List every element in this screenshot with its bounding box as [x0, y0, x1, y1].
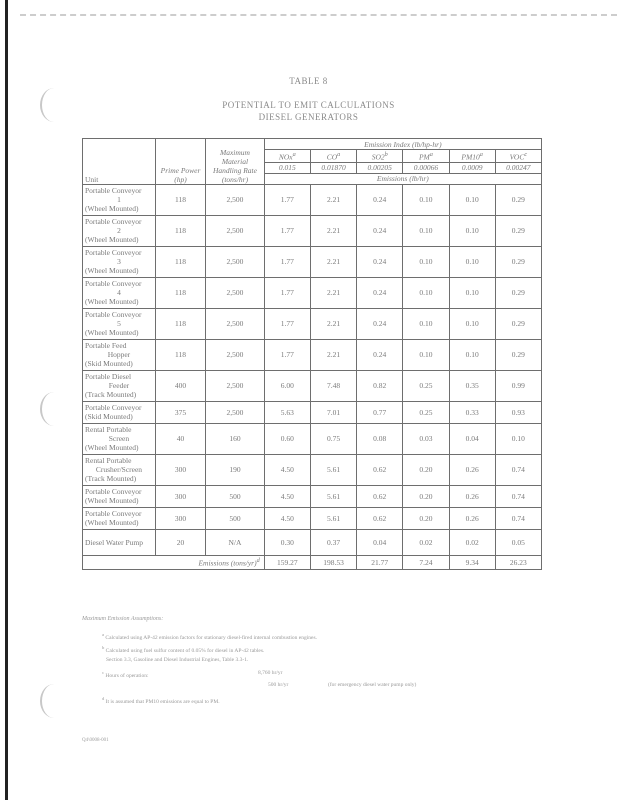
footnote-d-text: It is assumed that PM10 emissions are equal to PM.: [105, 698, 220, 705]
footnote-c-value1: 8,760 hr/yr: [258, 670, 283, 676]
header-emission-factor: 0.00247: [495, 162, 541, 173]
emission-value-cell: 0.10: [403, 277, 449, 308]
unit-name-line: (Track Mounted): [85, 474, 137, 483]
header-emission-factor: 0.00205: [357, 162, 403, 173]
emission-value-cell: 0.05: [495, 529, 541, 555]
unit-name-line: Portable Feed: [85, 341, 127, 350]
footnote-b2: Section 3.3, Gasoline and Diesel Industrial Engines, Table 3.3-1.: [106, 657, 249, 663]
emission-value-cell: 0.26: [449, 507, 495, 529]
unit-name-line: Rental Portable: [85, 456, 132, 465]
handling-rate-cell: 2,500: [206, 339, 265, 370]
table-row: [83, 339, 542, 370]
header-pollutant-footnote-mark: c: [524, 151, 528, 158]
unit-name-line: Portable Conveyor: [85, 509, 142, 518]
emission-value-cell: 0.10: [403, 246, 449, 277]
footnote-c-note: (for emergency diesel water pump only): [328, 682, 417, 688]
emission-value-cell: 0.10: [449, 277, 495, 308]
header-emission-factor: 0.01870: [310, 162, 356, 173]
table-row: [83, 215, 542, 246]
footnote-d: $^d$ It is assumed that PM10 emissions are equal to PM.: [102, 696, 220, 705]
total-value-cell: 159.27: [264, 555, 310, 569]
header-prime-power-label: Prime Power: [160, 165, 201, 175]
emission-value-cell: 0.20: [403, 454, 449, 485]
unit-name-cell: [83, 529, 156, 555]
handling-rate-cell: 2,500: [206, 215, 265, 246]
unit-name-line: Portable Conveyor: [85, 217, 142, 226]
emission-value-cell: 0.75: [310, 423, 356, 454]
unit-name-line: Feeder: [108, 381, 130, 390]
header-max-rate: [206, 139, 265, 185]
emission-value-cell: 0.62: [357, 507, 403, 529]
unit-name-line: (Wheel Mounted): [85, 266, 139, 275]
emission-value-cell: 2.21: [310, 215, 356, 246]
header-pollutant-label: SO2: [371, 152, 385, 162]
table-row: [83, 277, 542, 308]
emission-value-cell: 0.10: [403, 308, 449, 339]
header-pollutant: [403, 150, 449, 163]
handling-rate-cell: 160: [206, 423, 265, 454]
total-value-cell: 26.23: [495, 555, 541, 569]
total-value-cell: 198.53: [310, 555, 356, 569]
table-row: [83, 184, 542, 215]
table-label: TABLE 8: [289, 76, 328, 86]
unit-name-line: (Wheel Mounted): [85, 496, 139, 505]
handling-rate-cell: 2,500: [206, 401, 265, 423]
handling-rate-cell: N/A: [206, 529, 265, 555]
emission-value-cell: 0.10: [495, 423, 541, 454]
unit-name-cell: [83, 423, 156, 454]
emission-value-cell: 0.74: [495, 454, 541, 485]
unit-name-line: Portable Diesel: [85, 372, 132, 381]
header-pollutant-label: PM10: [461, 152, 480, 162]
unit-name-line: 4: [117, 288, 121, 297]
header-pollutant-label: PM: [418, 152, 430, 162]
footnote-b-text: Calculated using fuel sulfur content of 0.05% for diesel in AP-42 tables.: [105, 647, 265, 654]
table-row: [83, 454, 542, 485]
emission-value-cell: 0.29: [495, 184, 541, 215]
unit-name-line: Portable Conveyor: [85, 487, 142, 496]
totals-row: [83, 555, 542, 569]
emission-value-cell: 0.20: [403, 507, 449, 529]
footnote-b: $^b$ Calculated using fuel sulfur content of 0.05% for diesel in AP-42 tables.: [102, 645, 265, 654]
emission-value-cell: 0.24: [357, 339, 403, 370]
emission-value-cell: 0.29: [495, 246, 541, 277]
emission-value-cell: 0.10: [449, 215, 495, 246]
emission-value-cell: 0.02: [449, 529, 495, 555]
unit-name-line: (Wheel Mounted): [85, 204, 139, 213]
prime-power-cell: 118: [155, 215, 205, 246]
unit-name-line: (Wheel Mounted): [85, 328, 139, 337]
prime-power-cell: 300: [155, 507, 205, 529]
emission-value-cell: 6.00: [264, 370, 310, 401]
handling-rate-cell: 2,500: [206, 246, 265, 277]
emission-value-cell: 0.24: [357, 184, 403, 215]
emission-value-cell: 4.50: [264, 485, 310, 507]
prime-power-cell: 300: [155, 454, 205, 485]
emission-value-cell: 0.62: [357, 485, 403, 507]
unit-name-line: Portable Conveyor: [85, 279, 142, 288]
emission-value-cell: 0.26: [449, 454, 495, 485]
emission-value-cell: 0.24: [357, 277, 403, 308]
unit-name-cell: [83, 485, 156, 507]
emission-value-cell: 0.25: [403, 401, 449, 423]
emission-value-cell: 0.24: [357, 215, 403, 246]
header-pollutant-footnote-mark: a: [292, 151, 296, 158]
unit-name-line: 3: [117, 257, 121, 266]
handling-rate-cell: 500: [206, 507, 265, 529]
emission-value-cell: 0.10: [403, 184, 449, 215]
unit-name-cell: [83, 454, 156, 485]
header-unit: Unit: [83, 139, 156, 185]
header-pollutant-label: NOx: [278, 152, 293, 162]
emission-value-cell: 0.03: [403, 423, 449, 454]
header-pollutant: [495, 150, 541, 163]
unit-name-line: Portable Conveyor: [85, 403, 142, 412]
emission-value-cell: 7.48: [310, 370, 356, 401]
unit-name-cell: [83, 215, 156, 246]
emission-value-cell: 0.24: [357, 308, 403, 339]
header-emission-factor: 0.015: [264, 162, 310, 173]
table-row: [83, 507, 542, 529]
handling-rate-cell: 500: [206, 485, 265, 507]
prime-power-cell: 118: [155, 246, 205, 277]
header-pollutant: [310, 150, 356, 163]
punch-hole-bottom: [40, 684, 68, 718]
emission-value-cell: 2.21: [310, 339, 356, 370]
prime-power-cell: 40: [155, 423, 205, 454]
header-prime-power: [155, 139, 205, 185]
unit-name-line: Portable Conveyor: [85, 310, 142, 319]
emission-value-cell: 1.77: [264, 184, 310, 215]
unit-name-line: Portable Conveyor: [85, 248, 142, 257]
emission-value-cell: 0.29: [495, 308, 541, 339]
emission-value-cell: 5.63: [264, 401, 310, 423]
unit-name-line: 1: [117, 195, 121, 204]
emission-value-cell: 0.35: [449, 370, 495, 401]
emission-value-cell: 0.93: [495, 401, 541, 423]
unit-name-cell: [83, 401, 156, 423]
total-value-cell: 21.77: [357, 555, 403, 569]
emission-value-cell: 0.29: [495, 215, 541, 246]
emission-value-cell: 0.60: [264, 423, 310, 454]
emission-value-cell: 2.21: [310, 308, 356, 339]
handling-rate-cell: 2,500: [206, 277, 265, 308]
scan-top-line: [20, 14, 617, 16]
emission-value-cell: 0.30: [264, 529, 310, 555]
emission-value-cell: 0.33: [449, 401, 495, 423]
table-row: [83, 529, 542, 555]
totals-label-text: Emissions (tons/yr): [198, 558, 257, 568]
emission-value-cell: 0.74: [495, 485, 541, 507]
emission-value-cell: 4.50: [264, 507, 310, 529]
header-pollutant: [357, 150, 403, 163]
emission-value-cell: 0.29: [495, 339, 541, 370]
emission-value-cell: 0.04: [357, 529, 403, 555]
emission-value-cell: 2.21: [310, 277, 356, 308]
emission-value-cell: 5.61: [310, 507, 356, 529]
prime-power-cell: 20: [155, 529, 205, 555]
emission-value-cell: 0.10: [449, 339, 495, 370]
header-pollutant-footnote-mark: b: [384, 151, 388, 158]
emission-value-cell: 1.77: [264, 339, 310, 370]
prime-power-cell: 400: [155, 370, 205, 401]
emission-value-cell: 1.77: [264, 308, 310, 339]
table-row: [83, 246, 542, 277]
unit-name-cell: [83, 184, 156, 215]
header-emission-factor: 0.0009: [449, 162, 495, 173]
unit-name-cell: [83, 246, 156, 277]
header-pollutant-footnote-mark: a: [479, 151, 483, 158]
unit-name-cell: [83, 277, 156, 308]
unit-name-cell: [83, 370, 156, 401]
table-row: [83, 308, 542, 339]
emission-value-cell: 0.10: [449, 308, 495, 339]
totals-label: [83, 555, 265, 569]
emission-value-cell: 0.20: [403, 485, 449, 507]
prime-power-cell: 118: [155, 308, 205, 339]
header-max-rate-2: Material: [221, 156, 249, 166]
emission-value-cell: 0.10: [403, 215, 449, 246]
unit-name-cell: [83, 339, 156, 370]
unit-name-line: Crusher/Screen: [95, 465, 143, 474]
footnote-a-text: Calculated using AP-42 emission factors for stationary diesel-fired internal combustion engines.: [105, 634, 317, 641]
unit-name-line: (Wheel Mounted): [85, 235, 139, 244]
prime-power-cell: 300: [155, 485, 205, 507]
unit-name-line: (Wheel Mounted): [85, 297, 139, 306]
header-emission-indices: Emission Index (lb/hp-hr): [264, 139, 541, 150]
footnote-a: $^a$ Calculated using AP-42 emission factors for stationary diesel-fired internal combustion engines.: [102, 632, 317, 641]
handling-rate-cell: 190: [206, 454, 265, 485]
emission-value-cell: 0.82: [357, 370, 403, 401]
header-pollutant-label: CO: [326, 152, 338, 162]
total-value-cell: 7.24: [403, 555, 449, 569]
page-title-line1: POTENTIAL TO EMIT CALCULATIONS: [222, 100, 395, 110]
emission-value-cell: 0.77: [357, 401, 403, 423]
handling-rate-cell: 2,500: [206, 370, 265, 401]
emission-value-cell: 0.26: [449, 485, 495, 507]
page-title-line2: DIESEL GENERATORS: [258, 112, 359, 122]
table-row: [83, 423, 542, 454]
prime-power-cell: 375: [155, 401, 205, 423]
emission-value-cell: 0.24: [357, 246, 403, 277]
emission-value-cell: 0.08: [357, 423, 403, 454]
footnote-c: $^c$ Hours of operation:: [102, 670, 149, 679]
prime-power-cell: 118: [155, 277, 205, 308]
unit-name-line: Rental Portable: [85, 425, 132, 434]
header-pollutant-footnote-mark: a: [429, 151, 433, 158]
unit-name-line: Screen: [108, 434, 130, 443]
unit-name-line: (Wheel Mounted): [85, 443, 139, 452]
emission-value-cell: 2.21: [310, 184, 356, 215]
footnote-heading: Maximum Emission Assumptions:: [82, 616, 164, 622]
header-max-rate-3: Handling Rate: [212, 165, 257, 175]
emission-value-cell: 0.02: [403, 529, 449, 555]
header-max-rate-1: Maximum: [219, 147, 250, 157]
emissions-table: [82, 138, 542, 570]
emission-value-cell: 0.74: [495, 507, 541, 529]
punch-hole-middle: [40, 392, 68, 426]
unit-name-line: 2: [117, 226, 121, 235]
table-row: [83, 401, 542, 423]
unit-name-line: Portable Conveyor: [85, 186, 142, 195]
unit-name-line: (Skid Mounted): [85, 412, 133, 421]
emission-value-cell: 0.10: [449, 246, 495, 277]
header-emission-factor: 0.00066: [403, 162, 449, 173]
unit-name-line: (Track Mounted): [85, 390, 137, 399]
emission-value-cell: 1.77: [264, 277, 310, 308]
header-pollutant-label: VOC: [509, 152, 525, 162]
unit-name-line: (Skid Mounted): [85, 359, 133, 368]
header-max-rate-4: (tons/hr): [221, 174, 249, 184]
emission-value-cell: 7.01: [310, 401, 356, 423]
emission-value-cell: 0.99: [495, 370, 541, 401]
unit-name-line: 5: [117, 319, 121, 328]
emission-value-cell: 0.62: [357, 454, 403, 485]
emission-value-cell: 1.77: [264, 246, 310, 277]
emission-value-cell: 0.10: [403, 339, 449, 370]
emission-value-cell: 0.37: [310, 529, 356, 555]
prime-power-cell: 118: [155, 184, 205, 215]
emission-value-cell: 0.29: [495, 277, 541, 308]
emission-value-cell: 5.61: [310, 485, 356, 507]
emission-value-cell: 0.10: [449, 184, 495, 215]
emission-value-cell: 2.21: [310, 246, 356, 277]
document-footer-code: Q4\0008-001: [82, 738, 109, 743]
unit-name-cell: [83, 507, 156, 529]
emission-value-cell: 0.04: [449, 423, 495, 454]
emission-value-cell: 4.50: [264, 454, 310, 485]
handling-rate-cell: 2,500: [206, 184, 265, 215]
prime-power-cell: 118: [155, 339, 205, 370]
header-prime-power-units: (hp): [174, 174, 187, 184]
emission-value-cell: 5.61: [310, 454, 356, 485]
total-value-cell: 9.34: [449, 555, 495, 569]
emission-value-cell: 1.77: [264, 215, 310, 246]
table-row: [83, 370, 542, 401]
handling-rate-cell: 2,500: [206, 308, 265, 339]
header-pollutant: [264, 150, 310, 163]
emission-value-cell: 0.25: [403, 370, 449, 401]
unit-name-cell: [83, 308, 156, 339]
header-pollutant: [449, 150, 495, 163]
footnote-c-text: Hours of operation:: [105, 672, 149, 679]
unit-name-line: Hopper: [107, 350, 131, 359]
table-row: [83, 485, 542, 507]
header-pollutant-footnote-mark: a: [337, 151, 341, 158]
unit-name-line: (Wheel Mounted): [85, 518, 139, 527]
footnote-c-value2: 500 hr/yr: [268, 682, 289, 688]
header-emissions: Emissions (lb/hr): [264, 173, 541, 184]
unit-name-line: Diesel Water Pump: [85, 537, 143, 547]
totals-footnote-mark: d: [256, 556, 260, 564]
